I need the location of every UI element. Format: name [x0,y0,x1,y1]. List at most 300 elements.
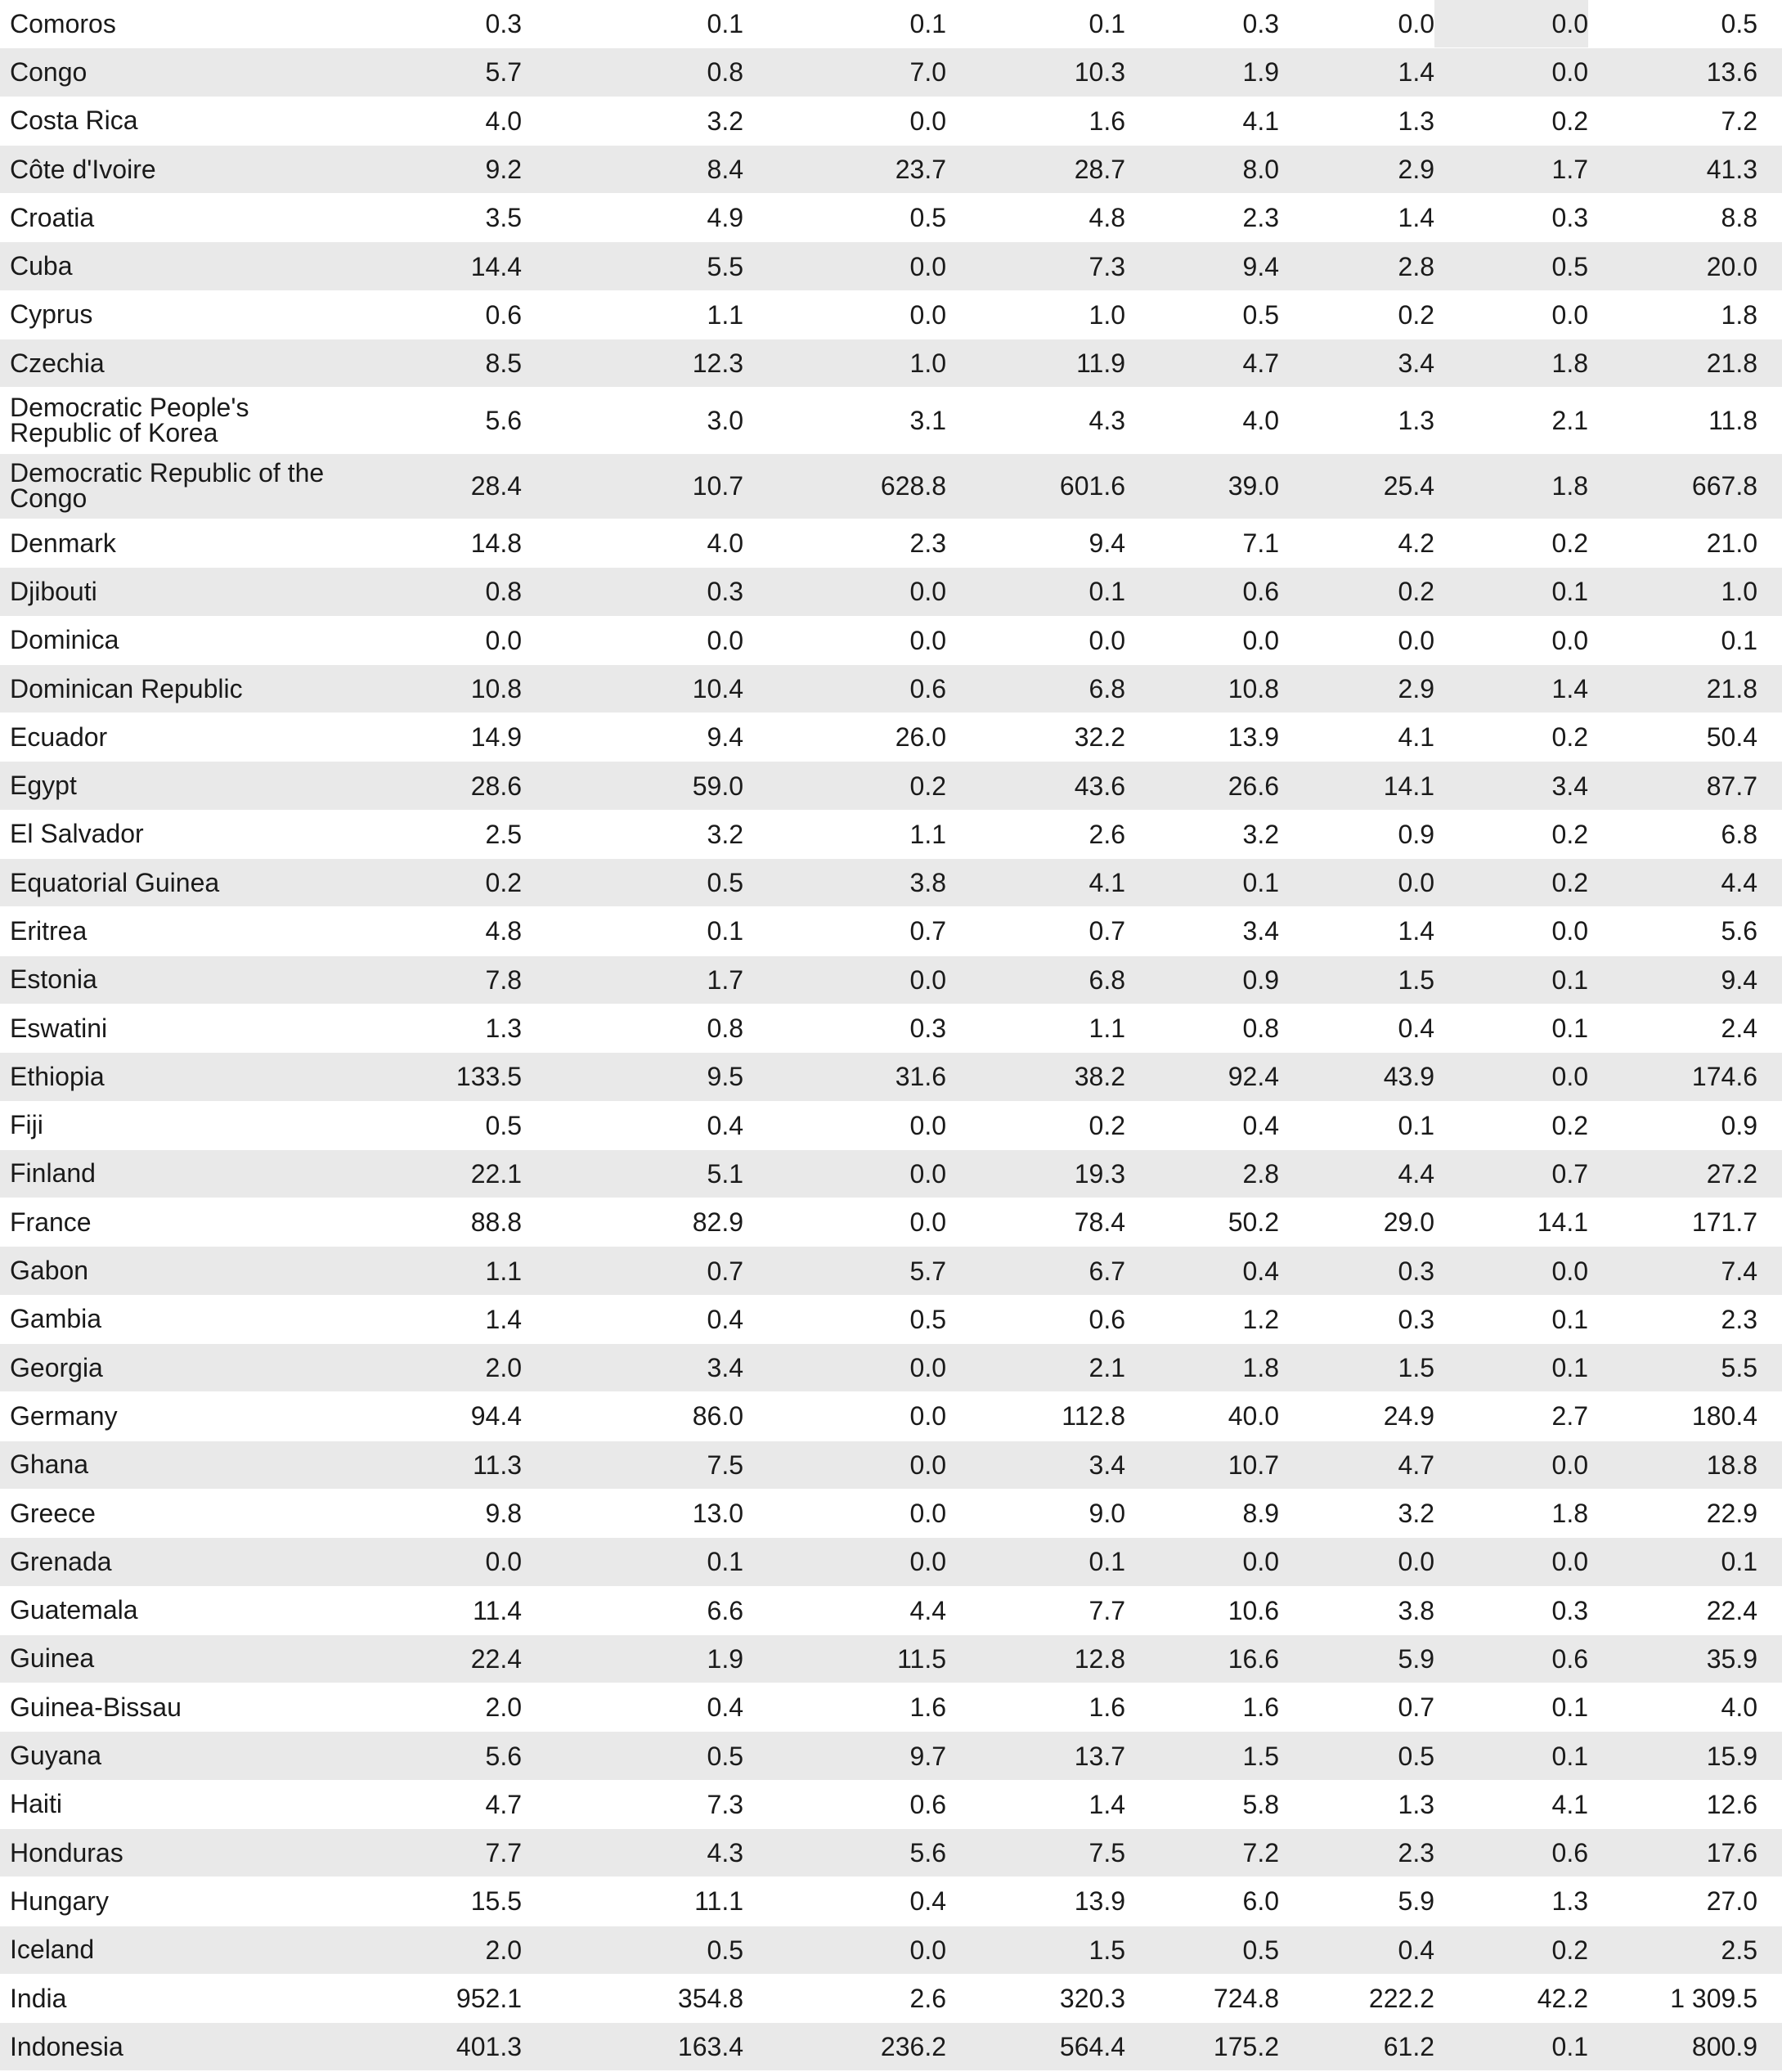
value-cell: 2.3 [1398,1838,1434,1868]
value-cell: 86.0 [692,1401,743,1432]
value-cell: 0.2 [485,868,522,898]
value-cell: 0.0 [1434,0,1588,47]
country-name: Greece [10,1498,96,1528]
table-row [0,762,1782,810]
value-cell: 11.1 [694,1886,743,1917]
value-cell: 5.5 [707,251,743,281]
country-name: India [10,1983,67,2013]
value-cell: 174.6 [1691,1062,1757,1092]
value-cell: 1.4 [485,1304,522,1334]
value-cell: 41.3 [1706,155,1757,185]
value-cell: 0.3 [485,9,522,39]
value-cell: 0.0 [1242,1547,1279,1577]
value-cell: 1.9 [1242,57,1279,88]
value-cell: 12.8 [1074,1643,1125,1674]
table-row [0,1005,1782,1053]
value-cell: 3.8 [909,868,946,898]
value-cell: 0.1 [1089,9,1125,39]
value-cell: 0.0 [909,1499,946,1529]
value-cell: 1.5 [1398,1353,1434,1383]
value-cell: 601.6 [1059,471,1125,501]
value-cell: 0.6 [1242,577,1279,607]
country-name: Côte d'Ivoire [10,154,156,184]
table-row [0,242,1782,290]
value-cell: 800.9 [1691,2032,1757,2062]
value-cell: 1.8 [1551,348,1588,379]
value-cell: 0.0 [485,625,522,655]
value-cell: 0.4 [1398,1014,1434,1044]
value-cell: 1.3 [485,1014,522,1044]
country-name: El Salvador [10,819,144,849]
value-cell: 2.9 [1398,155,1434,185]
value-cell: 3.2 [707,819,743,849]
value-cell: 4.7 [485,1789,522,1819]
value-cell: 13.6 [1706,57,1757,88]
value-cell: 0.4 [1398,1935,1434,1965]
value-cell: 0.2 [1551,819,1588,849]
table-row [0,1781,1782,1829]
value-cell: 40.0 [1228,1401,1279,1432]
country-name: Georgia [10,1352,103,1382]
value-cell: 0.2 [1398,299,1434,330]
country-name: Finland [10,1158,96,1189]
value-cell: 0.4 [1242,1256,1279,1286]
value-cell: 88.8 [470,1207,522,1238]
value-cell: 1.7 [707,964,743,995]
value-cell: 5.9 [1398,1643,1434,1674]
value-cell: 1.1 [1089,1014,1125,1044]
value-cell: 2.6 [1089,819,1125,849]
value-cell: 0.2 [909,771,946,801]
value-cell: 10.4 [692,674,743,703]
value-cell: 7.1 [1242,528,1279,559]
value-cell: 0.1 [1551,577,1588,607]
country-name: Indonesia [10,2031,123,2061]
value-cell: 0.3 [1242,9,1279,39]
value-cell: 4.7 [1398,1450,1434,1480]
value-cell: 4.1 [1551,1789,1588,1819]
value-cell: 0.7 [1398,1692,1434,1723]
value-cell: 0.1 [1721,625,1757,655]
table-row [0,519,1782,568]
value-cell: 0.3 [1551,203,1588,233]
value-cell: 1.0 [909,348,946,379]
value-cell: 4.0 [485,106,522,136]
value-cell: 1.4 [1398,203,1434,233]
value-cell: 28.4 [470,471,522,501]
value-cell: 1.3 [1398,406,1434,436]
value-cell: 1.0 [1721,577,1757,607]
value-cell: 21.8 [1706,674,1757,703]
value-cell: 0.5 [1242,1935,1279,1965]
value-cell: 22.4 [470,1643,522,1674]
value-cell: 29.0 [1383,1207,1434,1238]
country-name: Ghana [10,1450,89,1480]
value-cell: 13.9 [1074,1886,1125,1917]
value-cell: 0.1 [1551,2032,1588,2062]
value-cell: 2.5 [485,819,522,849]
value-cell: 3.0 [707,406,743,436]
value-cell: 0.1 [1551,964,1588,995]
value-cell: 3.4 [1089,1450,1125,1480]
value-cell: 3.4 [707,1353,743,1383]
table-row [0,1344,1782,1392]
value-cell: 1.8 [1721,299,1757,330]
value-cell: 0.0 [707,625,743,655]
value-cell: 17.6 [1706,1838,1757,1868]
value-cell: 2.6 [909,1984,946,2014]
value-cell: 0.6 [1089,1304,1125,1334]
value-cell: 14.8 [470,528,522,559]
table-row [0,1392,1782,1441]
value-cell: 16.6 [1228,1643,1279,1674]
value-cell: 38.2 [1074,1062,1125,1092]
value-cell: 8.5 [485,348,522,379]
value-cell: 6.6 [707,1595,743,1625]
value-cell: 39.0 [1228,471,1279,501]
value-cell: 1.5 [1398,964,1434,995]
value-cell: 0.4 [707,1304,743,1334]
value-cell: 10.6 [1228,1595,1279,1625]
value-cell: 50.2 [1228,1207,1279,1238]
value-cell: 0.0 [909,1401,946,1432]
table-row [0,97,1782,146]
value-cell: 0.9 [1242,964,1279,995]
value-cell: 27.2 [1706,1158,1757,1189]
value-cell: 1.3 [1398,106,1434,136]
table-row [0,2023,1782,2071]
value-cell: 10.7 [692,471,743,501]
table-row [0,568,1782,616]
value-cell: 4.2 [1398,528,1434,559]
value-cell: 0.1 [1551,1014,1588,1044]
value-cell: 0.0 [909,964,946,995]
table-row [0,907,1782,955]
value-cell: 7.3 [1089,251,1125,281]
table-row [0,1296,1782,1344]
value-cell: 0.0 [1398,1547,1434,1577]
country-name: Hungary [10,1885,109,1916]
value-cell: 4.1 [1398,722,1434,753]
value-cell: 1.0 [1089,299,1125,330]
value-cell: 1 309.5 [1670,1984,1757,2014]
value-cell: 9.7 [909,1741,946,1771]
value-cell: 12.3 [692,348,743,379]
value-cell: 171.7 [1691,1207,1757,1238]
table-row [0,339,1782,388]
value-cell: 21.8 [1706,348,1757,379]
table-row [0,713,1782,762]
country-name: Dominica [10,625,119,655]
value-cell: 25.4 [1383,471,1434,501]
value-cell: 3.2 [1398,1499,1434,1529]
value-cell: 2.0 [485,1692,522,1723]
value-cell: 0.3 [909,1014,946,1044]
value-cell: 222.2 [1368,1984,1434,2014]
value-cell: 2.1 [1089,1353,1125,1383]
value-cell: 2.0 [485,1935,522,1965]
value-cell: 59.0 [692,771,743,801]
value-cell: 15.5 [470,1886,522,1917]
value-cell: 0.0 [1242,625,1279,655]
value-cell: 0.1 [1089,1547,1125,1577]
country-name: Estonia [10,964,97,995]
value-cell: 0.0 [909,299,946,330]
table-row [0,48,1782,97]
country-name: Congo [10,56,88,87]
table-row [0,665,1782,713]
value-cell: 94.4 [470,1401,522,1432]
country-name: Fiji [10,1110,43,1140]
value-cell: 4.4 [1721,868,1757,898]
table-row [0,0,1782,48]
value-cell: 0.9 [1398,819,1434,849]
value-cell: 0.1 [1089,577,1125,607]
value-cell: 14.4 [470,251,522,281]
country-name: Egypt [10,771,77,801]
value-cell: 0.1 [1398,1110,1434,1140]
value-cell: 3.4 [1398,348,1434,379]
value-cell: 7.5 [1089,1838,1125,1868]
value-cell: 0.5 [1398,1741,1434,1771]
value-cell: 5.6 [1721,916,1757,946]
value-cell: 0.0 [909,577,946,607]
value-cell: 0.2 [1551,106,1588,136]
value-cell: 1.1 [909,819,946,849]
value-cell: 0.0 [1551,299,1588,330]
value-cell: 1.6 [1089,106,1125,136]
country-name: Guyana [10,1741,102,1771]
value-cell: 10.8 [470,674,522,703]
value-cell: 9.4 [1089,528,1125,559]
value-cell: 5.7 [909,1256,946,1286]
value-cell: 10.8 [1228,674,1279,703]
value-cell: 4.3 [1089,406,1125,436]
value-cell: 0.0 [1551,57,1588,88]
value-cell: 87.7 [1706,771,1757,801]
value-cell: 61.2 [1383,2032,1434,2062]
table-row [0,859,1782,907]
value-cell: 1.9 [707,1643,743,1674]
value-cell: 0.0 [909,1158,946,1189]
table-row [0,1490,1782,1538]
table-row [0,1587,1782,1635]
value-cell: 0.8 [707,1014,743,1044]
table-row [0,146,1782,194]
value-cell: 0.3 [1398,1304,1434,1334]
value-cell: 2.1 [1551,406,1588,436]
value-cell: 0.1 [1551,1741,1588,1771]
value-cell: 4.1 [1089,868,1125,898]
value-cell: 0.5 [1721,9,1757,39]
value-cell: 6.8 [1721,819,1757,849]
value-cell: 2.4 [1721,1014,1757,1044]
table-row [0,1247,1782,1295]
value-cell: 0.8 [1242,1014,1279,1044]
value-cell: 6.8 [1089,964,1125,995]
table-row [0,1441,1782,1490]
table-row [0,1635,1782,1683]
country-name: Ethiopia [10,1061,105,1091]
value-cell: 0.4 [909,1886,946,1917]
value-cell: 7.2 [1721,106,1757,136]
value-cell: 9.8 [485,1499,522,1529]
value-cell: 1.3 [1398,1789,1434,1819]
value-cell: 35.9 [1706,1643,1757,1674]
value-cell: 23.7 [895,155,946,185]
value-cell: 43.6 [1074,771,1125,801]
value-cell: 26.0 [895,722,946,753]
value-cell: 2.8 [1398,251,1434,281]
value-cell: 0.0 [1551,1256,1588,1286]
table-row [0,1150,1782,1198]
value-cell: 0.7 [1089,916,1125,946]
table-row [0,194,1782,242]
value-cell: 0.2 [1551,1935,1588,1965]
value-cell: 13.9 [1228,722,1279,753]
value-cell: 13.7 [1074,1741,1125,1771]
table-row [0,617,1782,665]
table-row [0,1732,1782,1780]
value-cell: 952.1 [456,1984,522,2014]
value-cell: 3.1 [909,406,946,436]
table-row [0,454,1782,519]
value-cell: 6.8 [1089,674,1125,703]
table-row [0,1926,1782,1975]
value-cell: 0.2 [1551,868,1588,898]
value-cell: 0.0 [1551,916,1588,946]
value-cell: 0.4 [1242,1110,1279,1140]
value-cell: 0.5 [909,203,946,233]
value-cell: 13.0 [692,1499,743,1529]
value-cell: 2.9 [1398,674,1434,703]
value-cell: 564.4 [1059,2032,1125,2062]
country-name: Germany [10,1400,118,1431]
value-cell: 320.3 [1059,1984,1125,2014]
value-cell: 0.9 [1721,1110,1757,1140]
value-cell: 0.2 [1551,528,1588,559]
value-cell: 0.0 [1089,625,1125,655]
value-cell: 724.8 [1213,1984,1279,2014]
value-cell: 14.9 [470,722,522,753]
value-cell: 9.4 [707,722,743,753]
value-cell: 180.4 [1691,1401,1757,1432]
country-name: Guinea-Bissau [10,1692,182,1722]
value-cell: 1.6 [1242,1692,1279,1723]
value-cell: 2.5 [1721,1935,1757,1965]
country-name: Guinea [10,1643,95,1674]
value-cell: 0.5 [909,1304,946,1334]
value-cell: 7.0 [909,57,946,88]
value-cell: 0.6 [1551,1643,1588,1674]
value-cell: 1.1 [485,1256,522,1286]
value-cell: 10.3 [1074,57,1125,88]
table-row [0,811,1782,859]
value-cell: 0.0 [909,1935,946,1965]
value-cell: 0.1 [1242,868,1279,898]
value-cell: 10.7 [1228,1450,1279,1480]
value-cell: 78.4 [1074,1207,1125,1238]
value-cell: 19.3 [1074,1158,1125,1189]
value-cell: 9.5 [707,1062,743,1092]
value-cell: 4.9 [707,203,743,233]
value-cell: 5.5 [1721,1353,1757,1383]
country-name: Eritrea [10,915,88,946]
value-cell: 133.5 [456,1062,522,1092]
value-cell: 236.2 [880,2032,946,2062]
value-cell: 0.6 [485,299,522,330]
value-cell: 5.1 [707,1158,743,1189]
value-cell: 0.0 [1551,1547,1588,1577]
value-cell: 0.1 [1551,1692,1588,1723]
value-cell: 9.0 [1089,1499,1125,1529]
country-name: Comoros [10,8,116,38]
value-cell: 1.8 [1551,471,1588,501]
table-row [0,291,1782,339]
value-cell: 0.7 [1551,1158,1588,1189]
value-cell: 14.1 [1537,1207,1588,1238]
value-cell: 7.5 [707,1450,743,1480]
value-cell: 1.3 [1551,1886,1588,1917]
value-cell: 22.4 [1706,1595,1757,1625]
value-cell: 1.4 [1089,1789,1125,1819]
country-name: Equatorial Guinea [10,867,220,897]
value-cell: 22.9 [1706,1499,1757,1529]
value-cell: 1.8 [1242,1353,1279,1383]
value-cell: 1.4 [1551,674,1588,703]
value-cell: 8.4 [707,155,743,185]
value-cell: 4.7 [1242,348,1279,379]
value-cell: 0.1 [1721,1547,1757,1577]
value-cell: 5.6 [909,1838,946,1868]
country-name: Haiti [10,1789,63,1819]
value-cell: 0.0 [1398,868,1434,898]
value-cell: 2.3 [1242,203,1279,233]
country-name: Gabon [10,1256,89,1286]
value-cell: 0.0 [909,1353,946,1383]
value-cell: 0.4 [707,1110,743,1140]
value-cell: 11.9 [1076,348,1125,379]
value-cell: 1.5 [1242,1741,1279,1771]
value-cell: 4.8 [485,916,522,946]
value-cell: 9.4 [1242,251,1279,281]
value-cell: 2.7 [1551,1401,1588,1432]
value-cell: 1.5 [1089,1935,1125,1965]
value-cell: 0.1 [1551,1353,1588,1383]
value-cell: 92.4 [1228,1062,1279,1092]
value-cell: 0.1 [909,9,946,39]
table-row [0,1198,1782,1247]
value-cell: 28.7 [1074,155,1125,185]
value-cell: 0.1 [707,916,743,946]
value-cell: 24.9 [1383,1401,1434,1432]
country-name: Democratic Republic of the Congo [10,458,325,514]
country-name: Gambia [10,1304,102,1334]
value-cell: 7.2 [1242,1838,1279,1868]
country-name: Guatemala [10,1595,138,1625]
value-cell: 0.5 [1242,299,1279,330]
country-name: Eswatini [10,1013,108,1043]
value-cell: 6.0 [1242,1886,1279,1917]
value-cell: 5.7 [485,57,522,88]
value-cell: 11.4 [473,1595,522,1625]
table-row [0,1877,1782,1926]
value-cell: 82.9 [692,1207,743,1238]
value-cell: 28.6 [470,771,522,801]
value-cell: 1.1 [707,299,743,330]
value-cell: 42.2 [1537,1984,1588,2014]
value-cell: 0.3 [1398,1256,1434,1286]
